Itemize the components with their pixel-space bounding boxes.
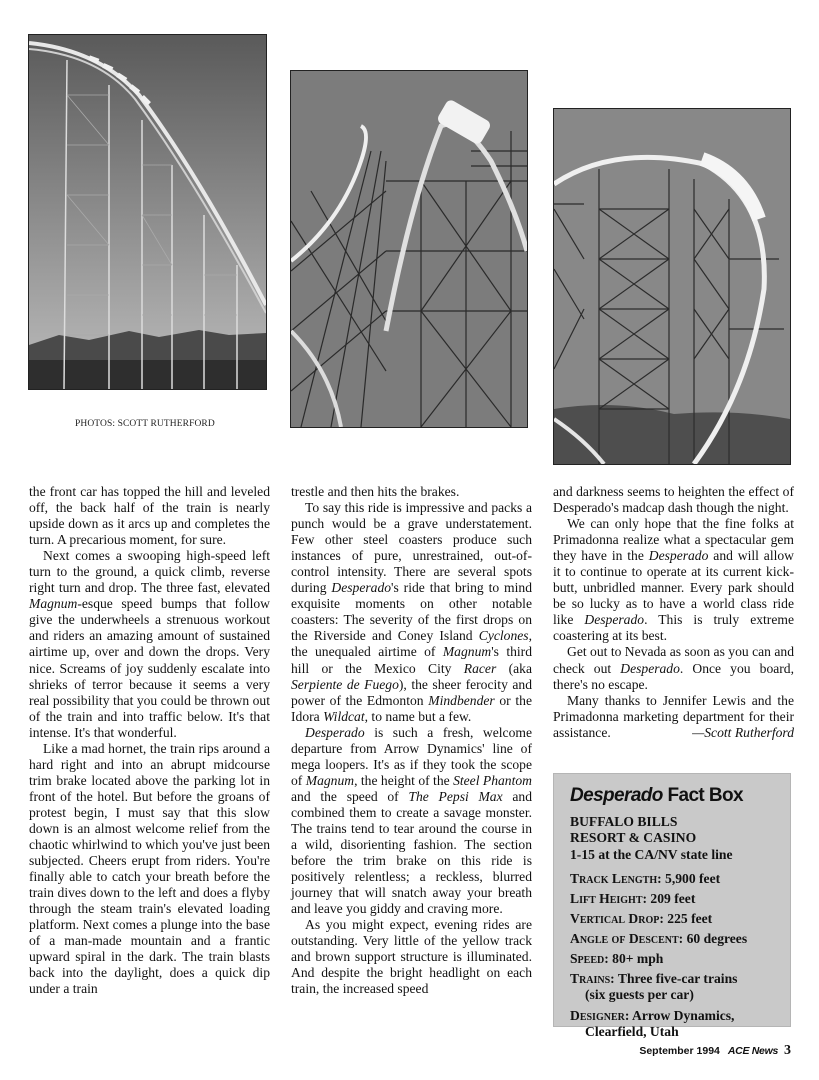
italic-title: Desperado (584, 612, 645, 628)
photo-illustration (29, 35, 266, 389)
photo-illustration (554, 109, 790, 464)
article-paragraph: trestle and then hits the brakes. (291, 484, 460, 499)
coaster-twisting-track-photo (290, 70, 528, 428)
italic-title: Desperado (620, 660, 680, 676)
fact-row (570, 949, 747, 969)
fact-label: Trains: (570, 971, 615, 986)
author-signature: —Scott Rutherford (692, 724, 794, 740)
fact-value-continued: (six guests per car) (585, 987, 694, 1002)
article-column-3 (553, 484, 794, 741)
italic-title: Mindbender (428, 692, 495, 708)
fact-row (570, 909, 747, 929)
fact-label: Lift Height: (570, 891, 648, 906)
fact-label: Vertical Drop: (570, 911, 664, 926)
location-line: RESORT & CASINO (570, 830, 697, 846)
fact-label: Angle of Descent: (570, 931, 684, 946)
fact-row (570, 929, 747, 949)
italic-title: Racer (463, 660, 497, 676)
article-paragraph: the front car has topped the hill and leveled off, the back half of the train is nearly upside down as it arcs up and completes the turn. A precarious moment, for sure. (29, 484, 270, 548)
article-column-1 (29, 484, 270, 998)
italic-title: Desperado (648, 548, 709, 564)
fact-label: Track Length: (570, 871, 662, 886)
fact-value: 225 feet (663, 911, 713, 926)
article-paragraph: Many thanks to Jennifer Lewis and the Primadonna marketing department for their assistance. —Scott Rutherford (553, 692, 794, 740)
fact-row (570, 869, 747, 889)
issue-date: September 1994 (639, 1045, 720, 1057)
italic-title: Desperado (331, 580, 392, 596)
page-number: 3 (784, 1043, 791, 1058)
italic-title: Magnum (305, 772, 355, 788)
fact-value: Three five-car trains (614, 971, 738, 986)
fact-box-stats (570, 869, 747, 1043)
coaster-lift-hill-photo (28, 34, 267, 390)
fact-value: 60 degrees (683, 931, 748, 946)
article-paragraph: Get out to Nevada as soon as you can and check out Desperado. Once you board, there's no escape. (553, 644, 794, 692)
italic-title: Magnum (29, 596, 78, 612)
fact-value: 5,900 feet (661, 871, 721, 886)
fact-box-title (570, 785, 743, 807)
article-paragraph: We can only hope that the fine folks at Primadonna realize what a spectacular gem they have in the Desperado and will allow it to continue to operate at its current kick-butt, unbridled manner. Every park should be so lucky as to have a world class ride like Desperado. This is truly extreme coastering at its best. (553, 516, 795, 644)
italic-title: Desperado (305, 724, 365, 740)
fact-box-title-ride: Desperado (570, 785, 663, 806)
italic-title: Steel Phantom (453, 772, 532, 788)
location-line: 1-15 at the CA/NV state line (570, 846, 733, 862)
fact-label: Designer: (570, 1008, 630, 1023)
page-footer (639, 1043, 791, 1059)
fact-box-location (570, 814, 732, 863)
publication-name: ACE News (727, 1045, 778, 1057)
fact-value: 209 feet (647, 891, 696, 906)
italic-title: The Pepsi Max (408, 788, 503, 804)
fact-row (570, 889, 747, 909)
italic-title: Wildcat (323, 708, 365, 724)
fact-value-continued: Clearfield, Utah (585, 1024, 679, 1039)
article-paragraph: To say this ride is impressive and packs a punch would be a grave understatement. Few other steel coasters produce such instances of pure, unrestrained, out-of-control intensity. There are several spots during Desperado's ride that bring to mind exquisite moments on other notable coasters: The severity of the first drops on the Riverside and Coney Island Cyclones, the unequaled airtime of Magnum's third hill or the Mexico City Racer (aka Serpiente de Fuego), the sheer ferocity and power of the Edmonton Mindbender or the Idora Wildcat, to name but a few. (291, 500, 533, 724)
fact-label: Speed: (570, 951, 609, 966)
italic-title: Magnum (442, 644, 492, 660)
article-paragraph: Like a mad hornet, the train rips around a hard right and into an abrupt midcourse trim brake located above the parking lot in front of the hotel. But before the groans of protest begin, I must say that this slow down is an almost welcome relief from the chaotic whirlwind to which you've just been subjected. Cheers erupt from riders. You're finally able to catch your breath before the train dives down to the left and does a flyby through the steam train's elevated loading platform. Next comes a plunge into the base of a man-made mountain and a frantic upward spiral in the dark. The train blasts back into the daylight, does a quick dip under a train (29, 740, 270, 997)
article-paragraph: Next comes a swooping high-speed left turn to the ground, a quick climb, reverse right turn and drop. The three fast, elevated Magnum-esque speed bumps that follow give the underwheels a strenuous workout and riders an amazing amount of sustained airtime up, over and down the drops. Very nice. Screams of joy suddenly escalate into shrieks of terror because it seems a very real possibility that you could be thrown out of the train and into traffic below. It's that intense. It's that wonderful. (29, 548, 270, 740)
italic-title: Serpiente de Fuego (291, 676, 399, 692)
italic-title: Cyclones (478, 628, 529, 644)
location-line: BUFFALO BILLS (570, 814, 678, 829)
fact-value: 80+ mph (608, 951, 664, 966)
article-paragraph: Desperado is such a fresh, welcome departure from Arrow Dynamics' line of mega loopers. It's as if they took the scope of Magnum, the height of the Steel Phantom and the speed of The Pepsi Max and combined them to create a savage monster. The trains tend to tear around the course in a wild, disorienting fashion. The section before the trim brake on this ride is positively relentless; a reckless, blurred journey that will snatch away your breath and leave you giddy and craving more. (291, 724, 533, 917)
article-column-2 (291, 484, 532, 998)
photo-credit: PHOTOS: SCOTT RUTHERFORD (75, 419, 215, 429)
article-paragraph: As you might expect, evening rides are outstanding. Very little of the yellow track and brown support structure is illuminated. And despite the bright headlight on each train, the increased speed (291, 917, 532, 997)
fact-value: Arrow Dynamics, (629, 1008, 735, 1023)
fact-box (553, 773, 791, 1039)
fact-box-title-rest: Fact Box (662, 785, 743, 806)
coaster-curved-drop-photo (553, 108, 791, 465)
article-paragraph: and darkness seems to heighten the effect of Desperado's madcap dash though the night. (553, 484, 794, 516)
photo-illustration (291, 71, 527, 427)
